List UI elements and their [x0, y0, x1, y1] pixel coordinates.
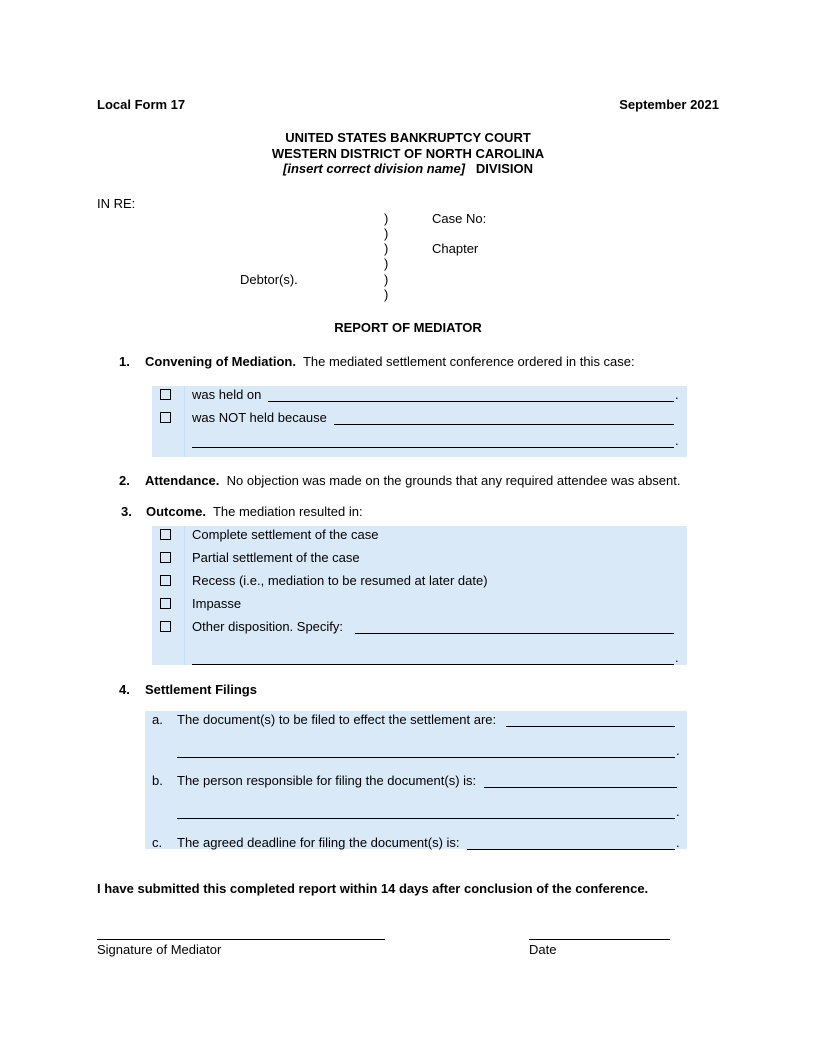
not-held-period: .	[675, 433, 679, 448]
report-title: REPORT OF MEDIATOR	[334, 320, 482, 335]
held-on-period: .	[675, 387, 679, 402]
impasse-label: Impasse	[192, 596, 242, 611]
court-division	[0, 161, 816, 177]
impasse-checkbox[interactable]	[160, 598, 171, 609]
court-name: UNITED STATES BANKRUPTCY COURT	[285, 130, 531, 145]
section3-paragraph	[146, 504, 363, 520]
section3-number: 3.	[121, 504, 132, 519]
not-held-reason-field-continued[interactable]	[192, 447, 674, 448]
chapter-label: Chapter	[432, 241, 479, 256]
certification-statement: I have submitted this completed report within 14 days after conclusion of the conference.	[97, 881, 649, 896]
responsible-person-period: .	[676, 804, 680, 819]
recess-checkbox[interactable]	[160, 575, 171, 586]
section2-number: 2.	[119, 473, 130, 488]
section1-heading: Convening of Mediation.	[145, 354, 296, 369]
form-number: Local Form 17	[97, 97, 186, 112]
date-line[interactable]	[529, 939, 670, 940]
section3-column-divider	[184, 526, 185, 665]
caption-paren: )	[384, 211, 389, 226]
responsible-person-field-continued[interactable]	[177, 818, 675, 819]
section4-heading: Settlement Filings	[145, 682, 257, 697]
case-no-label: Case No:	[432, 211, 487, 226]
section1-number: 1.	[119, 354, 130, 369]
caption-paren: )	[384, 226, 389, 241]
caption-paren: )	[384, 256, 389, 271]
documents-field[interactable]	[506, 726, 675, 727]
signature-label: Signature of Mediator	[97, 942, 222, 957]
division-placeholder: [insert correct division name]	[283, 161, 466, 176]
section3-heading: Outcome.	[146, 504, 206, 519]
item-c-text: The agreed deadline for filing the document(s) is:	[177, 835, 460, 850]
documents-period: .	[676, 743, 680, 758]
other-disposition-label: Other disposition. Specify:	[192, 619, 344, 634]
item-a-letter: a.	[152, 712, 163, 727]
deadline-period: .	[676, 835, 680, 850]
section4-number: 4.	[119, 682, 130, 697]
other-disposition-period: .	[675, 650, 679, 665]
section1-column-divider	[184, 386, 185, 457]
held-on-checkbox[interactable]	[160, 389, 171, 400]
deadline-field[interactable]	[467, 849, 675, 850]
item-a-text: The document(s) to be filed to effect the settlement are:	[177, 712, 497, 727]
not-held-reason-field[interactable]	[334, 424, 674, 425]
responsible-person-field[interactable]	[484, 787, 677, 788]
debtor-label: Debtor(s).	[240, 272, 298, 287]
other-disposition-field-continued[interactable]	[192, 664, 674, 665]
form-date: September 2021	[619, 97, 719, 112]
date-label: Date	[529, 942, 557, 957]
division-label: DIVISION	[475, 161, 533, 176]
documents-field-continued[interactable]	[177, 757, 675, 758]
section3-text: The mediation resulted in:	[212, 504, 363, 519]
section1-paragraph	[145, 354, 635, 370]
item-b-text: The person responsible for filing the document(s) is:	[177, 773, 477, 788]
item-c-letter: c.	[152, 835, 163, 850]
section2-heading: Attendance.	[145, 473, 220, 488]
section1-text: The mediated settlement conference ordered in this case:	[302, 354, 635, 369]
section2-text: No objection was made on the grounds that any required attendee was absent.	[226, 473, 681, 488]
item-b-letter: b.	[152, 773, 163, 788]
not-held-checkbox[interactable]	[160, 412, 171, 423]
section2-paragraph	[145, 473, 681, 489]
mediator-signature-line[interactable]	[97, 939, 385, 940]
partial-settlement-checkbox[interactable]	[160, 552, 171, 563]
other-disposition-checkbox[interactable]	[160, 621, 171, 632]
other-disposition-field[interactable]	[355, 633, 674, 634]
complete-settlement-checkbox[interactable]	[160, 529, 171, 540]
held-on-date-field[interactable]	[268, 401, 674, 402]
caption-paren: )	[384, 272, 389, 287]
court-district: WESTERN DISTRICT OF NORTH CAROLINA	[271, 146, 545, 161]
in-re-label: IN RE:	[97, 196, 136, 211]
partial-settlement-label: Partial settlement of the case	[192, 550, 360, 565]
held-on-label: was held on	[192, 387, 262, 402]
not-held-label: was NOT held because	[192, 410, 327, 425]
caption-paren: )	[384, 287, 389, 302]
complete-settlement-label: Complete settlement of the case	[192, 527, 379, 542]
recess-label: Recess (i.e., mediation to be resumed at later date)	[192, 573, 488, 588]
caption-paren: )	[384, 241, 389, 256]
